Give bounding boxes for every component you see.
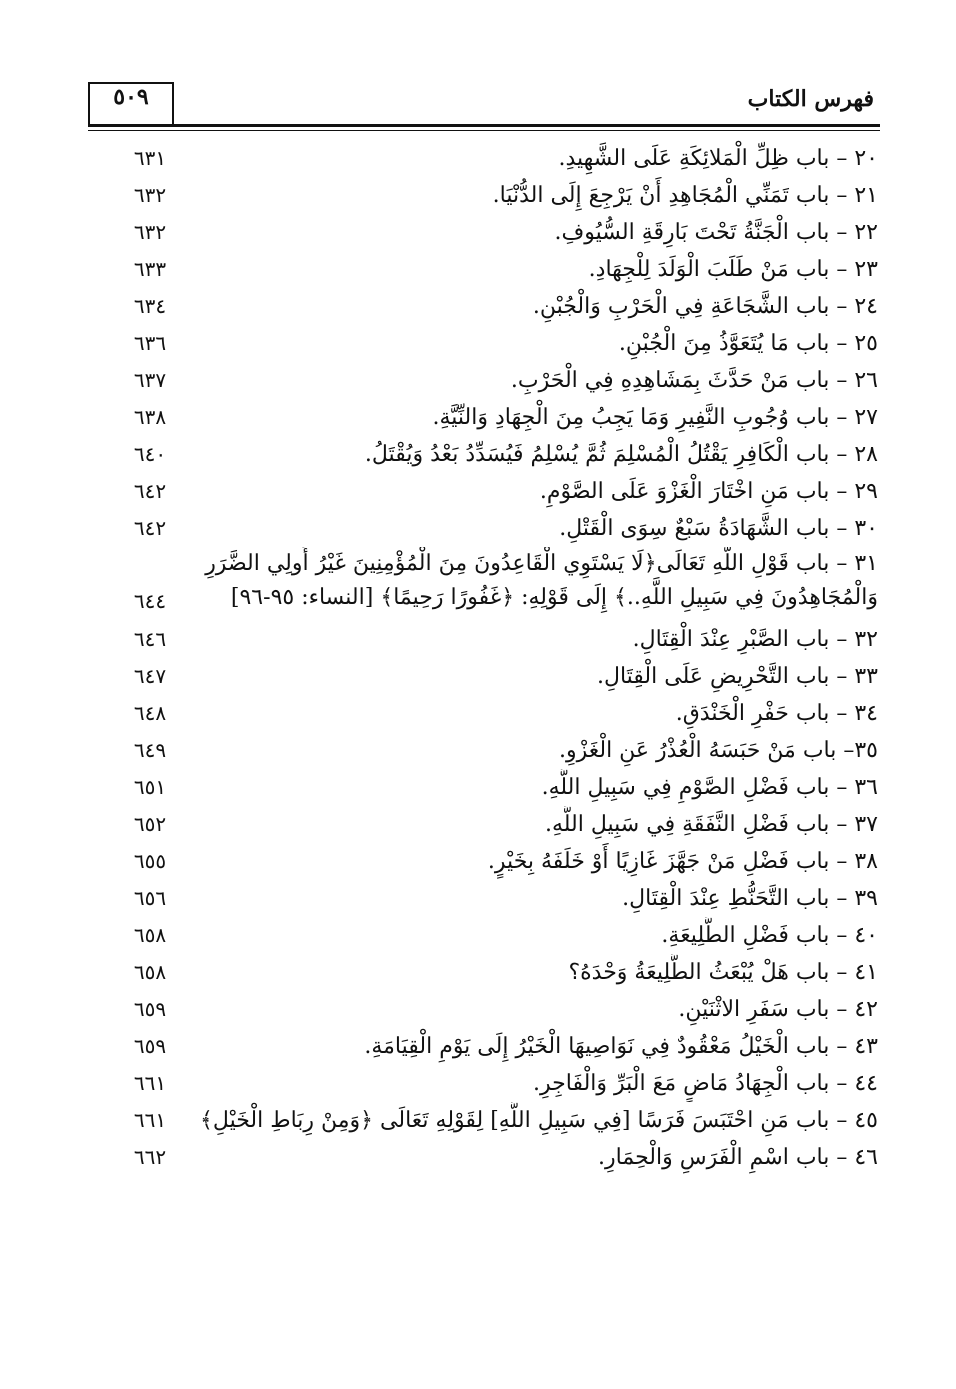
entry-page-number: ٦٣١ (133, 146, 167, 170)
page-header (88, 78, 880, 130)
entry-title: ٢٥ – باب مَا يُتَعَوَّذُ مِنَ الْجُبْنِ. (618, 331, 878, 356)
entry-title: ٢٩ – باب مَنِ اخْتَارَ الْغَزْوَ عَلَى الصَّوْمِ. (539, 479, 878, 504)
entry-page-number: ٦٥٩ (133, 997, 167, 1021)
entry-page-number: ٦٦١ (133, 1071, 167, 1095)
entry-page-number: ٦٦٢ (133, 1145, 167, 1169)
index-entry (0, 769, 956, 806)
entry-page-number: ٦٥٩ (133, 1034, 167, 1058)
entry-title: ٣٥– باب مَنْ حَبَسَهُ الْعُذْرُ عَنِ الْغَزْوِ. (559, 738, 878, 763)
entry-title: ٣٦ – باب فَضْلِ الصَّوْمِ فِي سَبِيلِ اللَّهِ. (541, 775, 878, 800)
index-entry (0, 1065, 956, 1102)
index-entry (0, 251, 956, 288)
index-entry (0, 880, 956, 917)
entry-title: ٢٧ – باب وُجُوبِ النَّفِيرِ وَمَا يَجِبُ مِنَ الْجِهَادِ وَالنِّيَّةِ. (432, 405, 878, 430)
entry-title: ٤٥ – باب مَنِ احْتَبَسَ فَرَسًا [فِي سَبِيلِ اللَّهِ] لِقَوْلِهِ تَعَالَى ﴿وَمِنْ رِبَاطِ الْخَيْلِ﴾ (200, 1108, 878, 1133)
index-entry (0, 214, 956, 251)
entry-page-number: ٦٤٠ (133, 442, 167, 466)
index-entry (0, 399, 956, 436)
entry-page-number: ٦٤٢ (133, 479, 167, 503)
entry-title: ٤٤ – باب الْجِهَادُ مَاضٍ مَعَ الْبَرِّ وَالْفَاجِرِ. (533, 1071, 878, 1096)
entry-title: ٣٢ – باب الصَّبْرِ عِنْدَ الْقِتَالِ. (632, 627, 878, 652)
entry-title: ٣١ – باب قَوْلِ اللَّهِ تَعَالَى﴿لَا يَسْتَوِي الْقَاعِدُونَ مِنَ الْمُؤْمِنِينَ غَيْرُ أُولِي الضَّرَرِ وَالْمُجَاهِدُونَ فِي سَبِيلِ اللَّهِ..﴾ إِلَى قَوْلِهِ: ﴿غَفُورًا رَحِيمًا﴾ [النساء: ٩٥-٩٦] (205, 551, 878, 610)
entry-title: ٢٨ – باب الْكَافِرِ يَقْتُلُ الْمُسْلِمَ ثُمَّ يُسْلِمُ فَيُسَدِّدُ بَعْدُ وَيُقْتَلُ. (364, 442, 878, 467)
index-entry (0, 695, 956, 732)
index-entry (0, 917, 956, 954)
index-entry (0, 1102, 956, 1139)
entry-page-number: ٦٥٨ (133, 923, 167, 947)
header-title: فهرس الكتاب (747, 86, 874, 112)
entry-title: ٤٢ – باب سَفَرِ الاثْنَيْنِ. (678, 997, 878, 1022)
entry-title: ٤١ – باب هَلْ يُبْعَثُ الطَّلِيعَةُ وَحْدَهُ؟ (568, 960, 878, 985)
index-entry (0, 177, 956, 214)
entry-page-number: ٦٥٥ (133, 849, 167, 873)
entry-title: ٢٢ – باب الْجَنَّةُ تَحْتَ بَارِقَةِ السُّيُوفِ. (554, 220, 878, 245)
entry-title: ٣٨ – باب فَضْلِ مَنْ جَهَّزَ غَازِيًا أَوْ خَلَفَهُ بِخَيْرٍ. (487, 849, 878, 874)
entry-page-number: ٦٦١ (133, 1108, 167, 1132)
entry-page-number: ٦٤٢ (133, 516, 167, 540)
index-entry (0, 288, 956, 325)
index-entry (0, 991, 956, 1028)
entry-page-number: ٦٣٣ (133, 257, 167, 281)
entry-page-number: ٦٣٧ (133, 368, 167, 392)
index-entry (0, 436, 956, 473)
index-entry (0, 658, 956, 695)
entry-page-number: ٦٤٦ (133, 627, 167, 651)
entry-page-number: ٦٣٨ (133, 405, 167, 429)
entry-title: ٤٦ – باب اسْمِ الْفَرَسِ وَالْحِمَارِ. (598, 1145, 878, 1170)
entry-title: ٣٤ – باب حَفْرِ الْخَنْدَقِ. (675, 701, 878, 726)
index-entry (0, 806, 956, 843)
header-rule-thin (88, 130, 880, 131)
header-rule-thick (88, 124, 880, 127)
entry-page-number: ٦٤٩ (133, 738, 167, 762)
entry-title: ٣٠ – باب الشَّهَادَةُ سَبْعٌ سِوَى الْقَتْلِ. (559, 516, 878, 541)
index-entry (0, 140, 956, 177)
entry-title: ٣٩ – باب التَّحَنُّطِ عِنْدَ الْقِتَالِ. (622, 886, 878, 911)
entry-page-number: ٦٥٨ (133, 960, 167, 984)
index-entry (0, 732, 956, 769)
page-number: ٥٠٩ (113, 84, 149, 110)
entry-page-number: ٦٣٦ (133, 331, 167, 355)
index-entry (0, 325, 956, 362)
entry-title: ٢٤ – باب الشَّجَاعَةِ فِي الْحَرْبِ وَالْجُبْنِ. (532, 294, 878, 319)
entry-title: ٣٣ – باب التَّحْرِيضِ عَلَى الْقِتَالِ. (596, 664, 878, 689)
index-entry (0, 362, 956, 399)
entry-title: ٢٠ – باب ظِلِّ الْمَلائِكَةِ عَلَى الشَّهِيدِ. (558, 146, 878, 171)
entry-page-number: ٦٥١ (133, 775, 167, 799)
index-entry (0, 547, 956, 621)
entry-page-number: ٦٥٦ (133, 886, 167, 910)
index-entry (0, 473, 956, 510)
entry-title: ٣٧ – باب فَضْلِ النَّفَقَةِ فِي سَبِيلِ اللَّهِ. (544, 812, 878, 837)
entry-page-number: ٦٤٤ (133, 589, 167, 613)
entry-title: ٢٦ – باب مَنْ حَدَّثَ بِمَشَاهِدِهِ فِي الْحَرْبِ. (510, 368, 878, 393)
index-entry (0, 510, 956, 547)
index-entry (0, 954, 956, 991)
entry-page-number: ٦٣٤ (133, 294, 167, 318)
entry-title: ٤٠ – باب فَضْلِ الطَّلِيعَةِ. (661, 923, 878, 948)
index-entry (0, 621, 956, 658)
entry-page-number: ٦٥٢ (133, 812, 167, 836)
entry-page-number: ٦٣٢ (133, 220, 167, 244)
entry-title: ٢١ – باب تَمَنِّي الْمُجَاهِدِ أَنْ يَرْجِعَ إِلَى الدُّنْيَا. (492, 183, 878, 208)
entry-title: ٢٣ – باب مَنْ طَلَبَ الْوَلَدَ لِلْجِهَادِ. (588, 257, 878, 282)
entry-page-number: ٦٣٢ (133, 183, 167, 207)
entry-page-number: ٦٤٨ (133, 701, 167, 725)
index-entry (0, 1028, 956, 1065)
index-entry (0, 1139, 956, 1176)
index-entry (0, 843, 956, 880)
entry-page-number: ٦٤٧ (133, 664, 167, 688)
entry-title: ٤٣ – باب الْخَيْلُ مَعْقُودٌ فِي نَوَاصِيهَا الْخَيْرُ إِلَى يَوْمِ الْقِيَامَةِ. (364, 1034, 878, 1059)
